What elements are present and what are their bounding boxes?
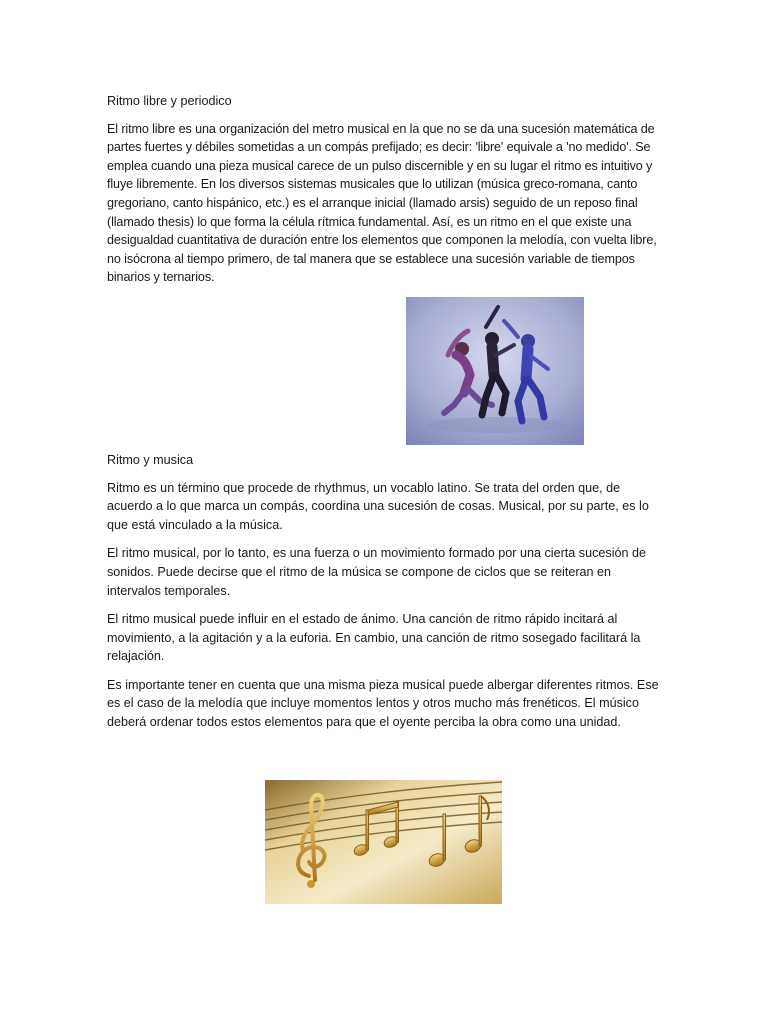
section-heading-ritmo-libre: Ritmo libre y periodico — [107, 94, 232, 108]
paragraph-ritmo-musica-4: Es importante tener en cuenta que una misma pieza musical puede albergar diferentes ritmos. Ese es el caso de la melodía que incluye momentos lentos y otros mucho más frenéticos. El músico deberá ordenar todos estos elementos para que el oyente perciba la obra como una unidad. — [107, 677, 659, 730]
paragraph-ritmo-musica-2: El ritmo musical, por lo tanto, es una fuerza o un movimiento formado por una cierta sucesión de sonidos. Puede decirse que el ritmo de la música se compone de ciclos que se reiteran en intervalos temporales. — [107, 546, 647, 598]
paragraph-ritmo-libre: El ritmo libre es una organización del metro musical en la que no se da una sucesión matemática de partes fuertes y débiles sometidas a un compás prefijado; es decir: 'libre' equivale a 'no medido'. Se emplea cuando una pieza musical carece de un pulso discernible y en su lugar el ritmo es intuitivo y fluye libremente. En los diversos sistemas musicales que lo utilizan (música greco-romana, canto gregoriano, canto hispánico, etc.) es el arranque inicial (llamado arsis) seguido de un reposo final (llamado thesis) lo que forma la célula rítmica fundamental. Así, es un ritmo en el que existe una desigualdad cuantitativa de duración entre los elementos que componen la melodía, con vuelta libre, no isócrona al tiempo primero, de tal manera que se establece una sucesión variable de tiempos binarios y ternarios. — [107, 121, 657, 285]
document-body — [107, 92, 663, 904]
paragraph-ritmo-musica-1: Ritmo es un término que procede de rhythmus, un vocablo latino. Se trata del orden que, de acuerdo a lo que marca un compás, coordina una sucesión de cosas. Musical, por su parte, es lo que está vinculado a la música. — [107, 480, 649, 532]
music-staff-illustration — [265, 780, 502, 904]
dancers-image — [406, 297, 584, 445]
dancers-illustration — [406, 297, 584, 445]
paragraph-ritmo-musica-3: El ritmo musical puede influir en el estado de ánimo. Una canción de ritmo rápido incitará al movimiento, a la agitación y a la euforia. En cambio, una canción de ritmo sosegado facilitará la relajación. — [107, 612, 641, 664]
section-heading-ritmo-musica: Ritmo y musica — [107, 452, 194, 467]
music-notes-image — [265, 780, 502, 904]
